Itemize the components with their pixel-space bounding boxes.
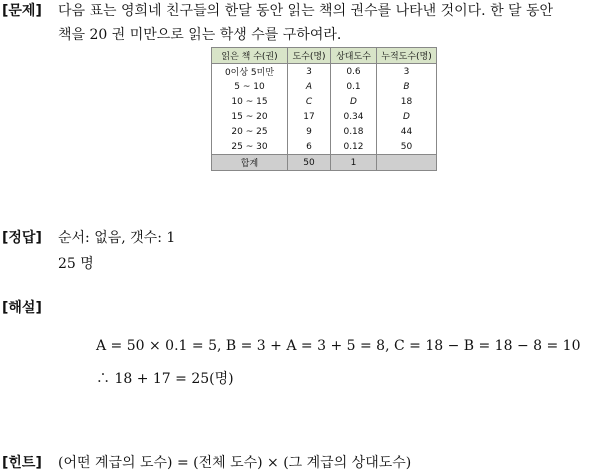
explanation-equation-1: A = 50 × 0.1 = 5, B = 3 + A = 3 + 5 = 8, C = 18 − B = 18 − 8 = 10 [96, 338, 581, 354]
table-row [212, 124, 437, 139]
table-cell: A [288, 79, 331, 94]
table-cell [377, 155, 437, 171]
header-book-count: 읽은 책 수(권) [212, 48, 288, 64]
explanation-tag: [해설] [2, 300, 42, 316]
table-cell: 25 ~ 30 [212, 139, 288, 155]
table-cell: 9 [288, 124, 331, 139]
problem-tag: [문제] [2, 3, 42, 19]
table-cell: B [377, 79, 437, 94]
frequency-table [211, 47, 437, 171]
table-cell: 3 [288, 64, 331, 80]
table-total-row [212, 155, 437, 171]
table-row [212, 94, 437, 109]
table-cell: 3 [377, 64, 437, 80]
table-cell: 0.6 [331, 64, 377, 80]
table-cell: 15 ~ 20 [212, 109, 288, 124]
problem-line-2: 책을 20 권 미만으로 읽는 학생 수를 구하여라. [58, 27, 342, 43]
table-cell: 17 [288, 109, 331, 124]
table-cell: 1 [331, 155, 377, 171]
answer-tag: [정답] [2, 230, 42, 246]
table-cell: 10 ~ 15 [212, 94, 288, 109]
table-cell: 50 [288, 155, 331, 171]
table-row [212, 109, 437, 124]
table-header-row [212, 48, 437, 64]
table-cell: 0이상 5미만 [212, 64, 288, 80]
table-cell: 합계 [212, 155, 288, 171]
table-cell: D [331, 94, 377, 109]
table-cell: 0.34 [331, 109, 377, 124]
hint-text: (어떤 계급의 도수) = (전체 도수) × (그 계급의 상대도수) [58, 455, 412, 471]
table-row [212, 139, 437, 155]
answer-line-1: 순서: 없음, 갯수: 1 [58, 230, 176, 246]
header-cumulative-frequency: 누적도수(명) [377, 48, 437, 64]
table-cell: 5 ~ 10 [212, 79, 288, 94]
header-relative-frequency: 상대도수 [331, 48, 377, 64]
table-cell: 44 [377, 124, 437, 139]
header-frequency: 도수(명) [288, 48, 331, 64]
hint-tag: [힌트] [2, 455, 42, 471]
table-cell: 0.1 [331, 79, 377, 94]
table-row [212, 64, 437, 80]
table-cell: 0.18 [331, 124, 377, 139]
answer-line-2: 25 명 [58, 256, 94, 272]
table-row [212, 79, 437, 94]
table-cell: D [377, 109, 437, 124]
table-cell: 50 [377, 139, 437, 155]
table-cell: 18 [377, 94, 437, 109]
problem-line-1: 다음 표는 영희네 친구들의 한달 동안 읽는 책의 권수를 나타낸 것이다. 한 달 동안 [58, 3, 554, 19]
explanation-equation-2: ∴ 18 + 17 = 25(명) [96, 371, 234, 387]
table-cell: 6 [288, 139, 331, 155]
table-cell: C [288, 94, 331, 109]
table-cell: 20 ~ 25 [212, 124, 288, 139]
table-cell: 0.12 [331, 139, 377, 155]
